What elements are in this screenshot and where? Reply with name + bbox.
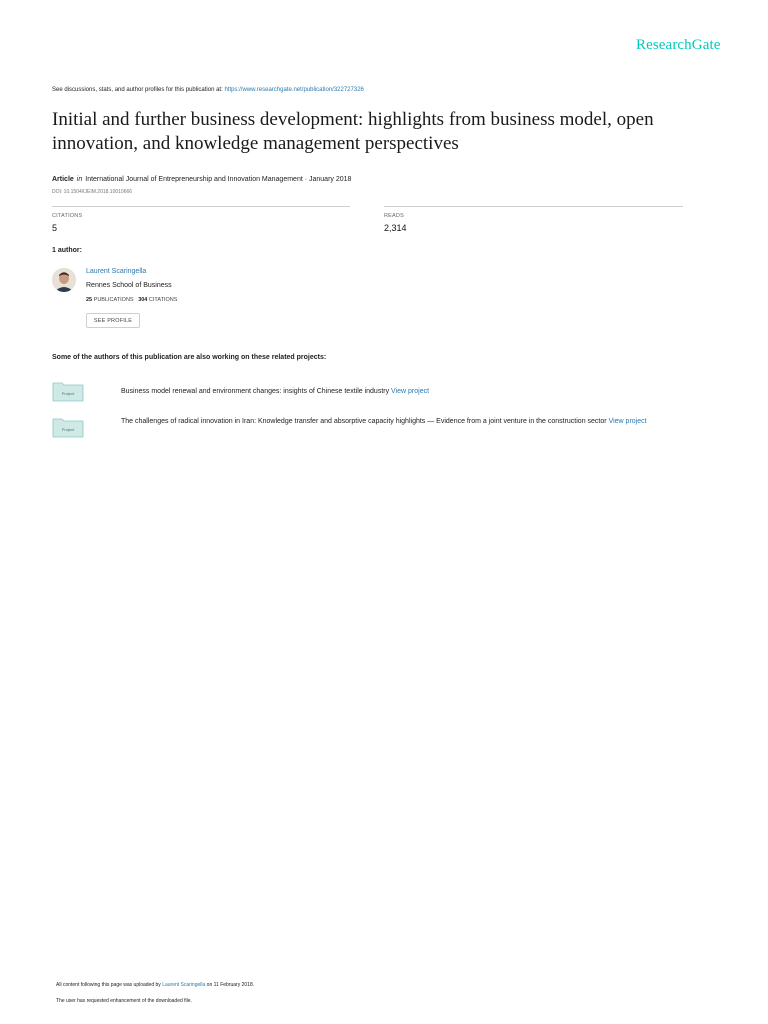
author-citations-label: CITATIONS: [148, 297, 178, 303]
project-icon-label: Project: [61, 391, 75, 396]
avatar[interactable]: [52, 268, 76, 292]
researchgate-logo[interactable]: ResearchGate: [636, 37, 721, 53]
journal-name: International Journal of Entrepreneurship and Innovation Management · January 2018: [85, 176, 352, 183]
projects-heading: Some of the authors of this publication are also working on these related projects:: [52, 354, 327, 361]
project-item: [52, 380, 82, 400]
see-profile-button[interactable]: SEE PROFILE: [86, 313, 140, 328]
author-citations-count: 304: [138, 297, 148, 303]
footer-note: The user has requested enhancement of the downloaded file.: [56, 998, 192, 1004]
reads-label: READS: [384, 213, 404, 219]
citations-label: CITATIONS: [52, 213, 83, 219]
citations-divider: [52, 206, 350, 207]
project-folder-icon: [52, 380, 82, 400]
project-text: [121, 386, 721, 398]
view-project-link[interactable]: View project: [608, 418, 647, 425]
discussion-line: [52, 87, 364, 93]
footer-uploaded-prefix: All content following this page was uploaded by: [56, 982, 163, 988]
article-in: in: [76, 176, 83, 183]
project-icon-label: Project: [61, 427, 75, 432]
project-item: [52, 416, 82, 436]
citations-value: 5: [52, 223, 58, 233]
project-title: The challenges of radical innovation in Iran: Knowledge transfer and absorptive capacity highlights — Evidence from a joint venture in the construction sector: [121, 418, 609, 425]
footer-uploaded-suffix: on 11 February 2018.: [205, 982, 255, 988]
view-project-link[interactable]: View project: [391, 388, 430, 395]
author-stats: [86, 297, 177, 303]
reads-value: 2,314: [384, 223, 407, 233]
author-institution: Rennes School of Business: [86, 282, 172, 289]
discussion-prefix: See discussions, stats, and author profiles for this publication at:: [52, 87, 225, 93]
authors-heading: 1 author:: [52, 247, 82, 254]
reads-divider: [384, 206, 683, 207]
page-title: Initial and further business development: highlights from business model, open innovation, and knowledge management perspectives: [52, 109, 654, 154]
publication-url-link[interactable]: https://www.researchgate.net/publication/322727326: [224, 87, 364, 93]
author-publications-count: 25: [86, 297, 93, 303]
project-title: Business model renewal and environment changes: insights of Chinese textile industry: [121, 388, 392, 395]
author-publications-label: PUBLICATIONS: [93, 297, 134, 303]
doi: DOI: 10.1504/IJEIM.2018.10010666: [52, 189, 133, 195]
author-name-link[interactable]: Laurent Scaringella: [86, 268, 147, 275]
article-meta: [52, 176, 351, 183]
project-folder-icon: [52, 416, 82, 436]
footer-uploaded: [56, 982, 254, 988]
avatar-image: [52, 268, 76, 292]
project-text: [121, 416, 711, 428]
article-type: Article: [52, 176, 74, 183]
footer-uploader-link[interactable]: Laurent Scaringella: [162, 982, 206, 988]
